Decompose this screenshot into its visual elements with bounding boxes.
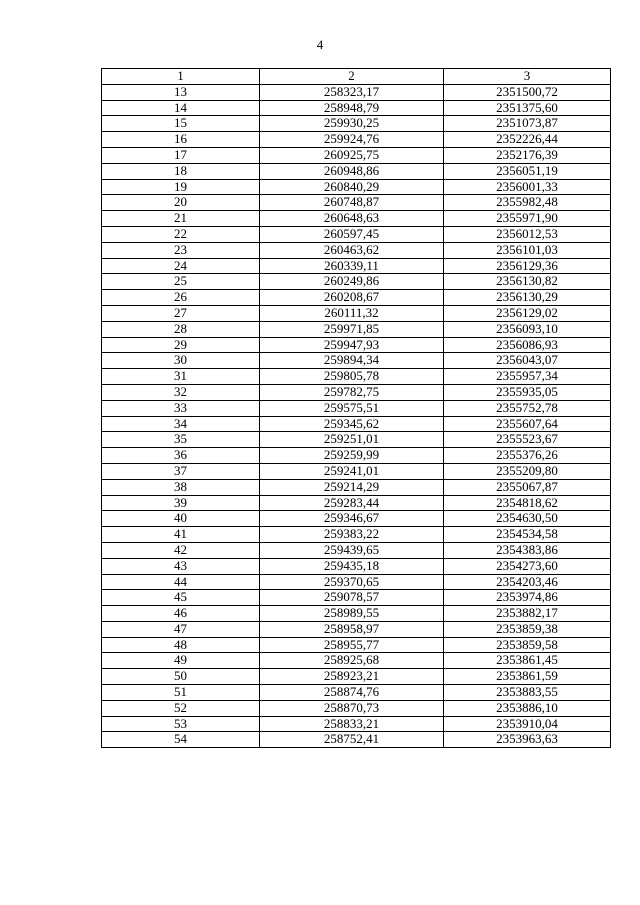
table-row bbox=[102, 226, 611, 242]
column-header-2: 2 bbox=[260, 69, 444, 85]
y-coordinate-cell: 2355971,90 bbox=[444, 211, 611, 227]
table-row bbox=[102, 337, 611, 353]
point-number-cell: 25 bbox=[102, 274, 260, 290]
y-coordinate-cell: 2355957,34 bbox=[444, 369, 611, 385]
x-coordinate-cell: 259345,62 bbox=[260, 416, 444, 432]
x-coordinate-cell: 258870,73 bbox=[260, 700, 444, 716]
y-coordinate-cell: 2356051,19 bbox=[444, 163, 611, 179]
table-row bbox=[102, 479, 611, 495]
y-coordinate-cell: 2353883,55 bbox=[444, 685, 611, 701]
x-coordinate-cell: 259283,44 bbox=[260, 495, 444, 511]
point-number-cell: 41 bbox=[102, 527, 260, 543]
x-coordinate-cell: 258948,79 bbox=[260, 100, 444, 116]
x-coordinate-cell: 260111,32 bbox=[260, 305, 444, 321]
point-number-cell: 47 bbox=[102, 621, 260, 637]
point-number-cell: 21 bbox=[102, 211, 260, 227]
table-row bbox=[102, 242, 611, 258]
table-row bbox=[102, 685, 611, 701]
x-coordinate-cell: 258323,17 bbox=[260, 84, 444, 100]
y-coordinate-cell: 2356043,07 bbox=[444, 353, 611, 369]
x-coordinate-cell: 258923,21 bbox=[260, 669, 444, 685]
table-row bbox=[102, 258, 611, 274]
point-number-cell: 43 bbox=[102, 558, 260, 574]
x-coordinate-cell: 259894,34 bbox=[260, 353, 444, 369]
point-number-cell: 54 bbox=[102, 732, 260, 748]
x-coordinate-cell: 259782,75 bbox=[260, 384, 444, 400]
table-row bbox=[102, 463, 611, 479]
table-row bbox=[102, 147, 611, 163]
table-row bbox=[102, 558, 611, 574]
table-row bbox=[102, 116, 611, 132]
x-coordinate-cell: 258752,41 bbox=[260, 732, 444, 748]
point-number-cell: 29 bbox=[102, 337, 260, 353]
x-coordinate-cell: 258989,55 bbox=[260, 606, 444, 622]
y-coordinate-cell: 2356086,93 bbox=[444, 337, 611, 353]
x-coordinate-cell: 259214,29 bbox=[260, 479, 444, 495]
point-number-cell: 19 bbox=[102, 179, 260, 195]
y-coordinate-cell: 2356130,29 bbox=[444, 290, 611, 306]
table-row bbox=[102, 100, 611, 116]
point-number-cell: 39 bbox=[102, 495, 260, 511]
y-coordinate-cell: 2353882,17 bbox=[444, 606, 611, 622]
x-coordinate-cell: 259947,93 bbox=[260, 337, 444, 353]
table-row bbox=[102, 669, 611, 685]
y-coordinate-cell: 2351073,87 bbox=[444, 116, 611, 132]
y-coordinate-cell: 2356093,10 bbox=[444, 321, 611, 337]
y-coordinate-cell: 2354273,60 bbox=[444, 558, 611, 574]
table-header-row bbox=[102, 69, 611, 85]
y-coordinate-cell: 2355607,64 bbox=[444, 416, 611, 432]
point-number-cell: 44 bbox=[102, 574, 260, 590]
x-coordinate-cell: 259924,76 bbox=[260, 132, 444, 148]
y-coordinate-cell: 2353974,86 bbox=[444, 590, 611, 606]
table-row bbox=[102, 290, 611, 306]
x-coordinate-cell: 260648,63 bbox=[260, 211, 444, 227]
x-coordinate-cell: 260463,62 bbox=[260, 242, 444, 258]
point-number-cell: 15 bbox=[102, 116, 260, 132]
y-coordinate-cell: 2353963,63 bbox=[444, 732, 611, 748]
point-number-cell: 49 bbox=[102, 653, 260, 669]
point-number-cell: 14 bbox=[102, 100, 260, 116]
table-row bbox=[102, 527, 611, 543]
y-coordinate-cell: 2353861,45 bbox=[444, 653, 611, 669]
column-header-1: 1 bbox=[102, 69, 260, 85]
x-coordinate-cell: 259251,01 bbox=[260, 432, 444, 448]
table-row bbox=[102, 305, 611, 321]
table-row bbox=[102, 195, 611, 211]
y-coordinate-cell: 2353859,38 bbox=[444, 621, 611, 637]
point-number-cell: 17 bbox=[102, 147, 260, 163]
x-coordinate-cell: 260840,29 bbox=[260, 179, 444, 195]
table-row bbox=[102, 369, 611, 385]
y-coordinate-cell: 2355982,48 bbox=[444, 195, 611, 211]
y-coordinate-cell: 2353886,10 bbox=[444, 700, 611, 716]
x-coordinate-cell: 259370,65 bbox=[260, 574, 444, 590]
coordinates-table bbox=[101, 68, 611, 748]
point-number-cell: 33 bbox=[102, 400, 260, 416]
y-coordinate-cell: 2355935,05 bbox=[444, 384, 611, 400]
point-number-cell: 26 bbox=[102, 290, 260, 306]
y-coordinate-cell: 2354818,62 bbox=[444, 495, 611, 511]
column-header-3: 3 bbox=[444, 69, 611, 85]
table-row bbox=[102, 495, 611, 511]
table-row bbox=[102, 132, 611, 148]
x-coordinate-cell: 258925,68 bbox=[260, 653, 444, 669]
point-number-cell: 45 bbox=[102, 590, 260, 606]
point-number-cell: 38 bbox=[102, 479, 260, 495]
point-number-cell: 46 bbox=[102, 606, 260, 622]
x-coordinate-cell: 258874,76 bbox=[260, 685, 444, 701]
table-row bbox=[102, 432, 611, 448]
y-coordinate-cell: 2353861,59 bbox=[444, 669, 611, 685]
table-row bbox=[102, 653, 611, 669]
point-number-cell: 40 bbox=[102, 511, 260, 527]
y-coordinate-cell: 2354383,86 bbox=[444, 542, 611, 558]
table-row bbox=[102, 732, 611, 748]
x-coordinate-cell: 259259,99 bbox=[260, 448, 444, 464]
table-row bbox=[102, 621, 611, 637]
table-row bbox=[102, 716, 611, 732]
y-coordinate-cell: 2355523,67 bbox=[444, 432, 611, 448]
x-coordinate-cell: 260249,86 bbox=[260, 274, 444, 290]
table-row bbox=[102, 637, 611, 653]
table-row bbox=[102, 448, 611, 464]
x-coordinate-cell: 259241,01 bbox=[260, 463, 444, 479]
x-coordinate-cell: 259078,57 bbox=[260, 590, 444, 606]
y-coordinate-cell: 2356101,03 bbox=[444, 242, 611, 258]
x-coordinate-cell: 259575,51 bbox=[260, 400, 444, 416]
table-row bbox=[102, 211, 611, 227]
y-coordinate-cell: 2351500,72 bbox=[444, 84, 611, 100]
y-coordinate-cell: 2355067,87 bbox=[444, 479, 611, 495]
point-number-cell: 36 bbox=[102, 448, 260, 464]
y-coordinate-cell: 2351375,60 bbox=[444, 100, 611, 116]
x-coordinate-cell: 259971,85 bbox=[260, 321, 444, 337]
point-number-cell: 51 bbox=[102, 685, 260, 701]
x-coordinate-cell: 258955,77 bbox=[260, 637, 444, 653]
x-coordinate-cell: 258958,97 bbox=[260, 621, 444, 637]
table-row bbox=[102, 274, 611, 290]
y-coordinate-cell: 2353859,58 bbox=[444, 637, 611, 653]
x-coordinate-cell: 260948,86 bbox=[260, 163, 444, 179]
point-number-cell: 28 bbox=[102, 321, 260, 337]
x-coordinate-cell: 259346,67 bbox=[260, 511, 444, 527]
point-number-cell: 32 bbox=[102, 384, 260, 400]
x-coordinate-cell: 259439,65 bbox=[260, 542, 444, 558]
table-row bbox=[102, 511, 611, 527]
y-coordinate-cell: 2356001,33 bbox=[444, 179, 611, 195]
x-coordinate-cell: 260748,87 bbox=[260, 195, 444, 211]
point-number-cell: 23 bbox=[102, 242, 260, 258]
page-number: 4 bbox=[316, 37, 324, 52]
x-coordinate-cell: 260208,67 bbox=[260, 290, 444, 306]
y-coordinate-cell: 2354534,58 bbox=[444, 527, 611, 543]
table-row bbox=[102, 416, 611, 432]
point-number-cell: 30 bbox=[102, 353, 260, 369]
point-number-cell: 50 bbox=[102, 669, 260, 685]
y-coordinate-cell: 2355376,26 bbox=[444, 448, 611, 464]
x-coordinate-cell: 259930,25 bbox=[260, 116, 444, 132]
x-coordinate-cell: 259805,78 bbox=[260, 369, 444, 385]
y-coordinate-cell: 2356129,02 bbox=[444, 305, 611, 321]
y-coordinate-cell: 2356129,36 bbox=[444, 258, 611, 274]
table-row bbox=[102, 574, 611, 590]
y-coordinate-cell: 2354630,50 bbox=[444, 511, 611, 527]
point-number-cell: 16 bbox=[102, 132, 260, 148]
point-number-cell: 13 bbox=[102, 84, 260, 100]
point-number-cell: 37 bbox=[102, 463, 260, 479]
y-coordinate-cell: 2356130,82 bbox=[444, 274, 611, 290]
x-coordinate-cell: 260925,75 bbox=[260, 147, 444, 163]
point-number-cell: 22 bbox=[102, 226, 260, 242]
point-number-cell: 52 bbox=[102, 700, 260, 716]
y-coordinate-cell: 2353910,04 bbox=[444, 716, 611, 732]
table-row bbox=[102, 400, 611, 416]
table-row bbox=[102, 542, 611, 558]
point-number-cell: 31 bbox=[102, 369, 260, 385]
y-coordinate-cell: 2354203,46 bbox=[444, 574, 611, 590]
x-coordinate-cell: 258833,21 bbox=[260, 716, 444, 732]
table-row bbox=[102, 384, 611, 400]
y-coordinate-cell: 2355752,78 bbox=[444, 400, 611, 416]
table-row bbox=[102, 700, 611, 716]
x-coordinate-cell: 259383,22 bbox=[260, 527, 444, 543]
y-coordinate-cell: 2356012,53 bbox=[444, 226, 611, 242]
x-coordinate-cell: 259435,18 bbox=[260, 558, 444, 574]
point-number-cell: 42 bbox=[102, 542, 260, 558]
point-number-cell: 24 bbox=[102, 258, 260, 274]
point-number-cell: 53 bbox=[102, 716, 260, 732]
point-number-cell: 20 bbox=[102, 195, 260, 211]
x-coordinate-cell: 260597,45 bbox=[260, 226, 444, 242]
table-row bbox=[102, 590, 611, 606]
table-row bbox=[102, 606, 611, 622]
coordinates-table-body bbox=[102, 69, 611, 748]
y-coordinate-cell: 2352226,44 bbox=[444, 132, 611, 148]
table-row bbox=[102, 321, 611, 337]
point-number-cell: 35 bbox=[102, 432, 260, 448]
table-row bbox=[102, 353, 611, 369]
point-number-cell: 48 bbox=[102, 637, 260, 653]
table-row bbox=[102, 84, 611, 100]
point-number-cell: 27 bbox=[102, 305, 260, 321]
table-row bbox=[102, 179, 611, 195]
table-row bbox=[102, 163, 611, 179]
x-coordinate-cell: 260339,11 bbox=[260, 258, 444, 274]
y-coordinate-cell: 2355209,80 bbox=[444, 463, 611, 479]
point-number-cell: 34 bbox=[102, 416, 260, 432]
y-coordinate-cell: 2352176,39 bbox=[444, 147, 611, 163]
point-number-cell: 18 bbox=[102, 163, 260, 179]
